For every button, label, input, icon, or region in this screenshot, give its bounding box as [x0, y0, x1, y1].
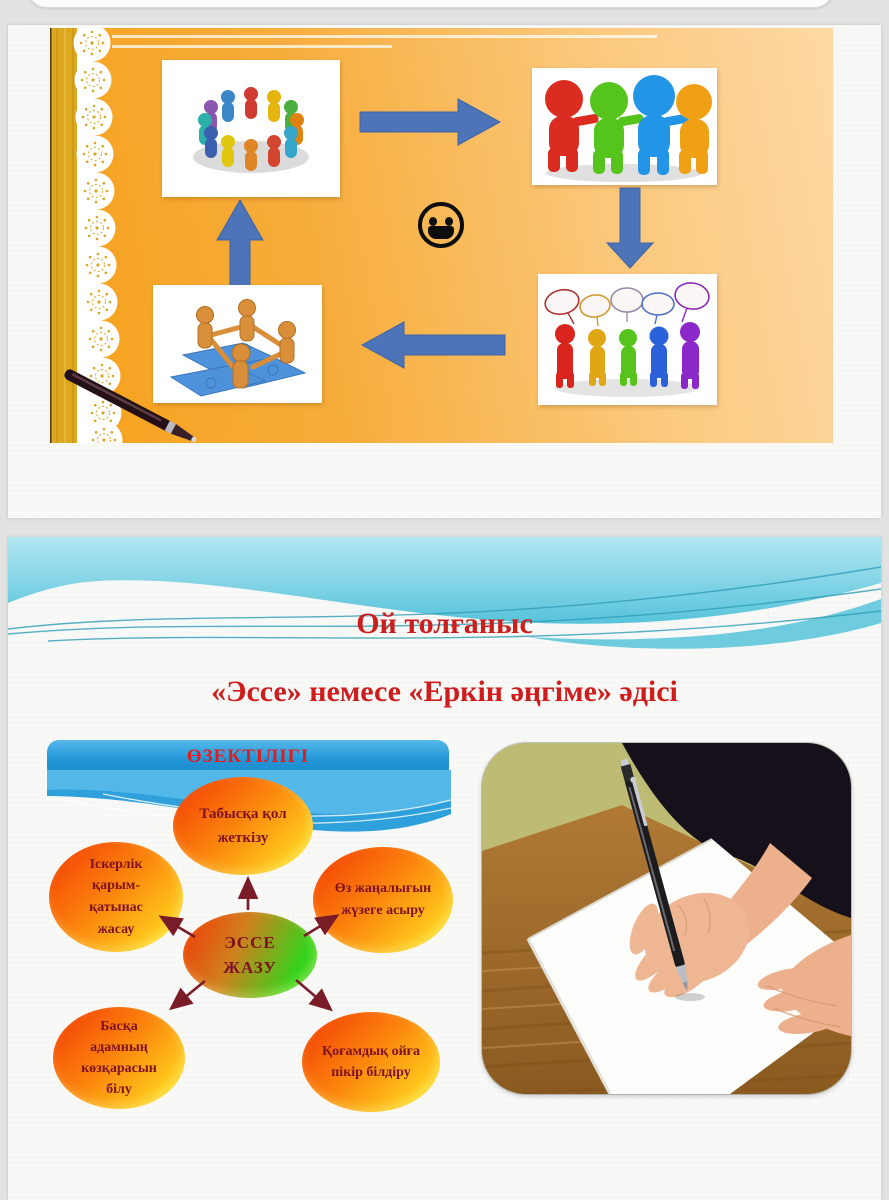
diagram-banner: ӨЗЕКТІЛІГІ	[47, 740, 449, 774]
oval-know-others-view: Басқа адамның көзқарасын білу	[53, 1007, 185, 1109]
diagram-arrows	[43, 740, 455, 1142]
hand-writing-photo-art	[482, 743, 851, 1094]
slide-subtitle: «Эссе» немесе «Еркін әңгіме» әдісі	[211, 675, 678, 708]
hand-writing-photo	[482, 743, 851, 1094]
oval-public-opinion: Қоғамдық ойға пікір білдіру	[302, 1012, 440, 1112]
previous-slide-edge	[28, 0, 833, 8]
slide-2-page	[8, 537, 881, 1200]
slide-title: Ой толғаныс	[356, 607, 533, 640]
pen-illustration	[50, 28, 833, 443]
wave-header	[8, 537, 881, 667]
oval-success: Табысқа қол жеткізу	[173, 777, 313, 875]
slide-1-page	[8, 25, 881, 518]
slide-1-orange-canvas	[50, 28, 833, 443]
essay-mindmap-diagram	[43, 740, 455, 1142]
oval-essay-writing-center: ЭССЕ ЖАЗУ	[183, 912, 317, 998]
oval-realize-innovation: Өз жаңалығын жүзеге асыру	[313, 847, 453, 953]
oval-business-relations: Іскерлік қарым-қатынас жасау	[49, 842, 183, 952]
